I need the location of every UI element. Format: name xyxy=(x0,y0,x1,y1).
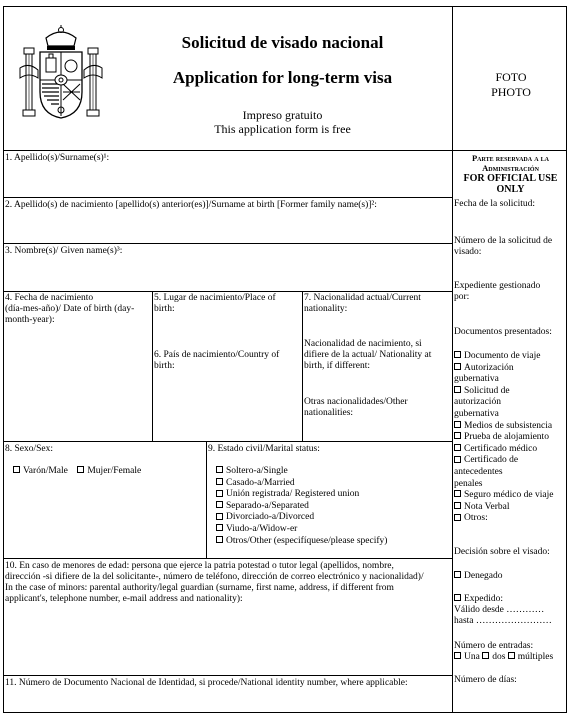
entries-option-single[interactable]: Una xyxy=(454,652,480,662)
field-7-nationality-at-birth-label xyxy=(304,339,431,372)
form-title-es: Solicitud de visado nacional xyxy=(181,33,384,52)
field-1-surname-label: 1. Apellido(s)/Surname(s)¹: xyxy=(5,153,110,163)
marital-option-registered-union[interactable]: Unión registrada/ Registered union xyxy=(216,489,387,501)
free-notice-en: This application form is free xyxy=(214,122,351,136)
official-entries-heading: Número de entradas: xyxy=(454,641,534,651)
f10-line1: 10. En caso de menores de edad: persona que ejerce la patria potestad o tutor legal (apellidos, nombre, xyxy=(5,561,394,571)
checkbox-icon xyxy=(508,652,515,659)
doc-criminal-record-cont1: antecedentes xyxy=(454,466,503,477)
official-application-number xyxy=(454,236,567,258)
sex-options xyxy=(13,466,141,477)
field-8-sex-label: 8. Sexo/Sex: xyxy=(5,444,54,454)
doc-authorization-request[interactable]: Solicitud de xyxy=(454,386,567,398)
doc-means-of-subsistence[interactable]: Medios de subsistencia xyxy=(454,421,567,433)
marital-option-widowed[interactable]: Viudo-a/Widow-er xyxy=(216,524,387,536)
doc-authorization[interactable]: Autorización xyxy=(454,363,567,375)
official-handled-line2: por: xyxy=(454,292,470,302)
marital-option-separated[interactable]: Separado-a/Separated xyxy=(216,501,387,513)
official-heading-es-1: Parte reservada a la xyxy=(471,153,550,163)
checkbox-icon xyxy=(454,652,461,659)
row-line-3 xyxy=(3,291,453,292)
field-7-current-nationality-label xyxy=(304,293,421,315)
sex-option-female[interactable]: Mujer/Female xyxy=(77,466,141,476)
checkbox-icon xyxy=(216,501,223,508)
doc-travel-document[interactable]: Documento de viaje xyxy=(454,351,567,363)
row-line-6 xyxy=(3,675,453,676)
checkbox-icon xyxy=(454,432,461,439)
official-heading-en-1: FOR OFFICIAL USE xyxy=(463,173,558,184)
f7b-line1: Nacionalidad de nacimiento, si xyxy=(304,339,422,349)
checkbox-icon xyxy=(216,478,223,485)
entries-option-multiple[interactable]: múltiples xyxy=(508,652,553,662)
field-5-place-of-birth-label xyxy=(154,293,276,315)
checkbox-icon xyxy=(77,466,84,473)
f7-line2: nationality: xyxy=(304,304,348,314)
field-11-national-id-label: 11. Número de Documento Nacional de Identidad, si procede/National identity number, where applicable: xyxy=(5,678,408,688)
official-documents-heading: Documentos presentados: xyxy=(454,327,552,337)
marital-option-married[interactable]: Casado-a/Married xyxy=(216,478,387,490)
official-heading-en-2: ONLY xyxy=(496,184,525,195)
doc-other[interactable]: Otros: xyxy=(454,513,567,525)
col-line-8-9 xyxy=(206,441,207,558)
official-issued[interactable]: Expedido: xyxy=(454,594,567,605)
f4-line1: 4. Fecha de nacimiento xyxy=(5,293,94,303)
doc-medical-certificate[interactable]: Certificado médico xyxy=(454,444,567,456)
checkbox-icon xyxy=(454,421,461,428)
checkbox-icon xyxy=(216,536,223,543)
doc-authorization-request-cont1: autorización xyxy=(454,397,501,408)
doc-criminal-record-cont2: penales xyxy=(454,478,483,489)
checkbox-icon xyxy=(454,456,461,463)
checkbox-icon xyxy=(13,466,20,473)
doc-accommodation-proof[interactable]: Prueba de alojamiento xyxy=(454,432,567,444)
official-valid-from: Válido desde ………… xyxy=(454,605,545,615)
official-application-date: Fecha de la solicitud: xyxy=(454,199,535,209)
official-documents-list xyxy=(454,351,567,525)
f10-line3: In the case of minors: parental authority/legal guardian (surname, first name, address, if different from xyxy=(5,583,394,593)
checkbox-icon xyxy=(454,514,461,521)
checkbox-icon xyxy=(454,502,461,509)
f6-line2: birth: xyxy=(154,361,175,371)
f7b-line2: difiere de la actual/ Nationality at xyxy=(304,350,432,360)
official-days: Número de días: xyxy=(454,675,517,685)
official-number-line2: visado: xyxy=(454,247,482,257)
f10-line2: dirección -si difiere de la del solicitante-, número de teléfono, dirección de correo electrónico y nacionalidad)/ xyxy=(5,572,424,582)
f7b-line3: birth, if different: xyxy=(304,361,371,371)
divider-official-column xyxy=(452,6,453,713)
f7c-line2: nationalities: xyxy=(304,408,354,418)
field-7-other-nationalities-label xyxy=(304,397,408,419)
doc-authorization-cont: gubernativa xyxy=(454,374,499,385)
f4-line2: (día-mes-año)/ Date of birth (day- xyxy=(5,304,135,314)
marital-option-single[interactable]: Soltero-a/Single xyxy=(216,466,387,478)
field-10-guardian-label xyxy=(5,561,451,605)
checkbox-icon xyxy=(454,490,461,497)
f6-line1: 6. País de nacimiento/Country of xyxy=(154,350,280,360)
row-line-2 xyxy=(3,243,453,244)
field-2-surname-at-birth-label: 2. Apellido(s) de nacimiento [apellido(s) anterior(es)]/Surname at birth [Former family name(s)]²: xyxy=(5,200,377,210)
checkbox-icon xyxy=(216,490,223,497)
doc-travel-insurance[interactable]: Seguro médico de viaje xyxy=(454,490,567,502)
official-handled-line1: Expediente gestionado xyxy=(454,281,541,291)
official-handled-by xyxy=(454,281,567,303)
checkbox-icon xyxy=(454,386,461,393)
official-use-heading xyxy=(454,153,567,195)
f7c-line1: Otras nacionalidades/Other xyxy=(304,397,408,407)
checkbox-icon xyxy=(216,524,223,531)
official-valid-until: hasta …………………… xyxy=(454,616,552,626)
checkbox-icon xyxy=(454,351,461,358)
f4-line3: month-year): xyxy=(5,315,55,325)
official-entries-options xyxy=(454,652,567,663)
header-bottom-line xyxy=(3,150,567,151)
doc-criminal-record[interactable]: Certificado de xyxy=(454,455,567,467)
checkbox-icon xyxy=(216,466,223,473)
doc-verbal-note[interactable]: Nota Verbal xyxy=(454,502,567,514)
checkbox-icon xyxy=(216,513,223,520)
entries-option-two[interactable]: dos xyxy=(482,652,505,662)
marital-status-options xyxy=(216,466,387,547)
f5-line2: birth: xyxy=(154,304,175,314)
checkbox-icon xyxy=(454,594,461,601)
marital-option-divorced[interactable]: Divorciado-a/Divorced xyxy=(216,512,387,524)
row-line-1 xyxy=(3,197,453,198)
official-number-line1: Número de la solicitud de xyxy=(454,236,553,246)
checkbox-icon xyxy=(454,444,461,451)
field-6-country-of-birth-label xyxy=(154,350,279,372)
checkbox-icon xyxy=(482,652,489,659)
marital-option-other[interactable]: Otros/Other (especifíquese/please specify) xyxy=(216,536,387,548)
field-3-given-names-label: 3. Nombre(s)/ Given name(s)³: xyxy=(5,246,123,256)
doc-authorization-request-cont2: gubernativa xyxy=(454,408,499,419)
f7-line1: 7. Nacionalidad actual/Current xyxy=(304,293,421,303)
form-title-en: Application for long-term visa xyxy=(172,68,393,87)
field-9-marital-status-label: 9. Estado civil/Marital status: xyxy=(208,444,320,454)
checkbox-icon xyxy=(454,571,461,578)
photo-label-es: FOTO xyxy=(495,70,527,84)
official-visa-decision-heading: Decisión sobre el visado: xyxy=(454,547,550,557)
field-4-date-of-birth-label xyxy=(5,293,134,326)
official-refused[interactable]: Denegado xyxy=(454,571,567,582)
official-heading-es-2: Administración xyxy=(482,163,539,173)
spain-coat-of-arms-icon xyxy=(18,24,104,124)
f5-line1: 5. Lugar de nacimiento/Place of xyxy=(154,293,276,303)
col-line-5-7 xyxy=(302,291,303,441)
photo-label-en: PHOTO xyxy=(491,85,531,99)
row-line-4 xyxy=(3,441,453,442)
col-line-4-5 xyxy=(152,291,153,441)
free-notice-es: Impreso gratuito xyxy=(242,108,323,122)
checkbox-icon xyxy=(454,363,461,370)
row-line-5 xyxy=(3,558,453,559)
sex-option-male[interactable]: Varón/Male xyxy=(13,466,68,476)
f10-line4: applicant's, telephone number, e-mail address and nationality): xyxy=(5,594,243,604)
